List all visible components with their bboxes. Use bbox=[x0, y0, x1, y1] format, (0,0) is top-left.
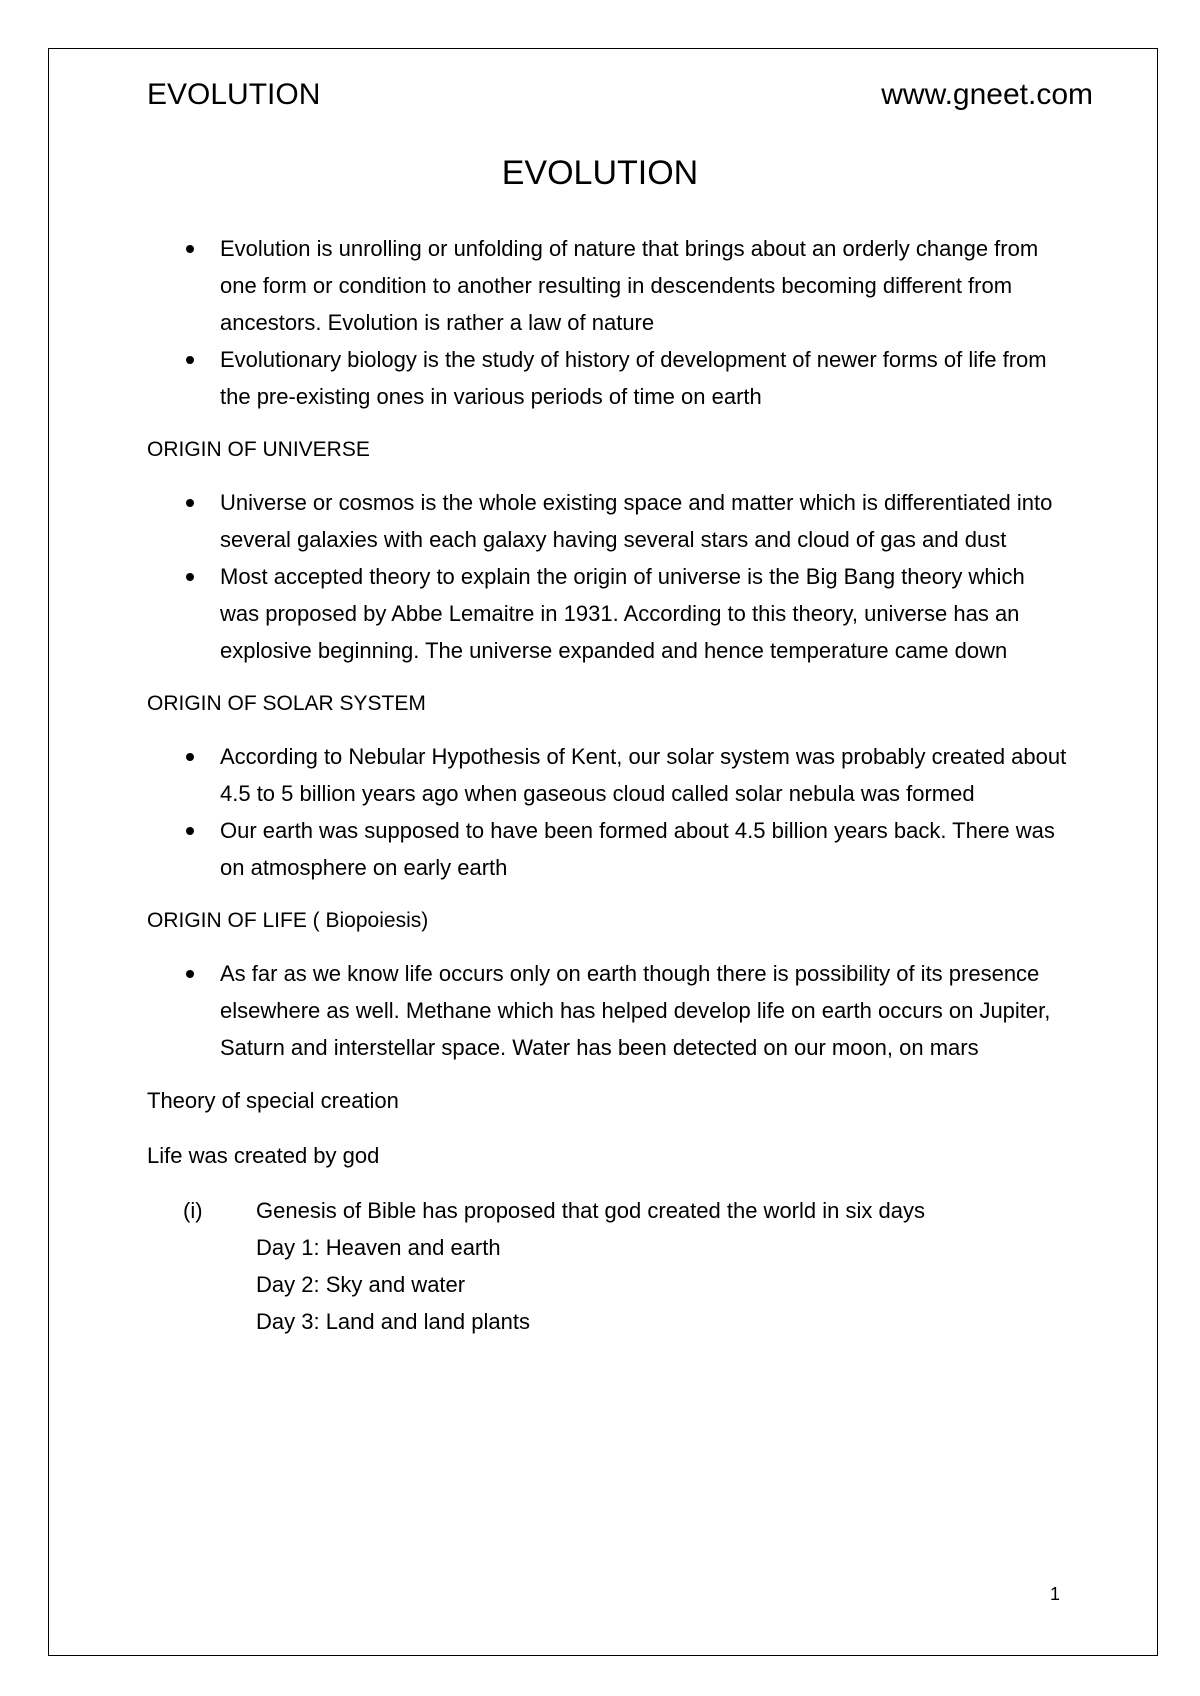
origin-of-life-bullet-list bbox=[147, 955, 1067, 1066]
document-body bbox=[147, 230, 1067, 1340]
page-number: 1 bbox=[1049, 1584, 1060, 1604]
list-item: Universe or cosmos is the whole existing space and matter which is differentiated into several galaxies with each galaxy having several stars and cloud of gas and dust bbox=[147, 484, 1067, 558]
list-item: As far as we know life occurs only on earth though there is possibility of its presence elsewhere as well. Methane which has helped develop life on earth occurs on Jupiter, Saturn and interstellar space. Water has been detected on our moon, on mars bbox=[147, 955, 1067, 1066]
header-title: EVOLUTION bbox=[147, 78, 321, 111]
header-website: www.gneet.com bbox=[881, 78, 1093, 111]
day-line: Day 2: Sky and water bbox=[256, 1272, 466, 1297]
section-heading-origin-of-life: ORIGIN OF LIFE ( Biopoiesis) bbox=[147, 909, 429, 932]
intro-bullet-list bbox=[147, 230, 1067, 415]
item-body bbox=[256, 1192, 1067, 1340]
list-item: Our earth was supposed to have been formed about 4.5 billion years back. There was on atmosphere on early earth bbox=[147, 812, 1067, 886]
list-item: Evolution is unrolling or unfolding of nature that brings about an orderly change from one form or condition to another resulting in descendents becoming different from ancestors. Evolution is rather a law of nature bbox=[147, 230, 1067, 341]
item-number: (i) bbox=[183, 1198, 203, 1223]
universe-bullet-list bbox=[147, 484, 1067, 669]
day-line: Day 1: Heaven and earth bbox=[256, 1235, 501, 1260]
day-line: Day 3: Land and land plants bbox=[256, 1309, 530, 1334]
item-text: Genesis of Bible has proposed that god created the world in six days bbox=[256, 1198, 925, 1223]
section-heading-solar-system: ORIGIN OF SOLAR SYSTEM bbox=[147, 692, 426, 715]
solar-system-bullet-list bbox=[147, 738, 1067, 886]
list-item: According to Nebular Hypothesis of Kent, our solar system was probably created about 4.5 to 5 billion years ago when gaseous cloud called solar nebula was formed bbox=[147, 738, 1067, 812]
list-item: Evolutionary biology is the study of history of development of newer forms of life from the pre-existing ones in various periods of time on earth bbox=[147, 341, 1067, 415]
numbered-item bbox=[147, 1192, 1067, 1340]
document-title: EVOLUTION bbox=[501, 154, 699, 192]
special-creation-subtext: Life was created by god bbox=[147, 1143, 380, 1168]
special-creation-heading: Theory of special creation bbox=[147, 1088, 399, 1113]
section-heading-universe: ORIGIN OF UNIVERSE bbox=[147, 438, 370, 461]
list-item: Most accepted theory to explain the origin of universe is the Big Bang theory which was proposed by Abbe Lemaitre in 1931. According to this theory, universe has an explosive beginning. The universe expanded and hence temperature came down bbox=[147, 558, 1067, 669]
